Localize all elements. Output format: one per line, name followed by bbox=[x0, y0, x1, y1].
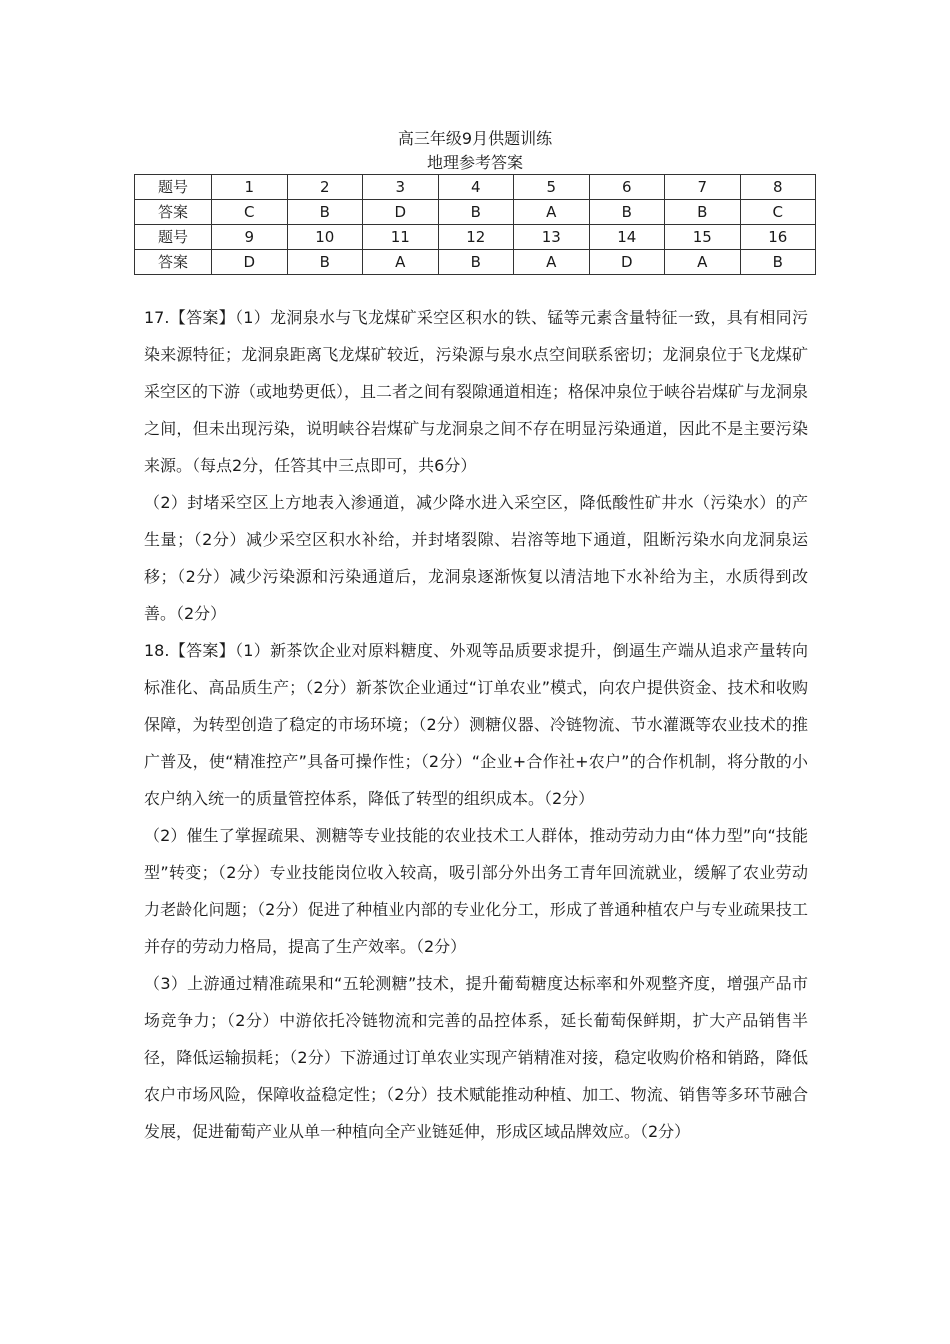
table-cell: 2 bbox=[287, 175, 363, 200]
table-cell: C bbox=[740, 200, 816, 225]
table-cell: A bbox=[665, 250, 741, 275]
table-cell: 8 bbox=[740, 175, 816, 200]
table-cell: 14 bbox=[589, 225, 665, 250]
table-cell: 1 bbox=[212, 175, 288, 200]
table-row bbox=[135, 175, 816, 200]
table-cell: 5 bbox=[514, 175, 590, 200]
answer-body bbox=[144, 299, 808, 1150]
table-cell: D bbox=[363, 200, 439, 225]
q17-part1: 17.【答案】（1）龙洞泉水与飞龙煤矿采空区积水的铁、锰等元素含量特征一致，具有相同污染来源特征；龙洞泉距离飞龙煤矿较近，污染源与泉水点空间联系密切；龙洞泉位于飞龙煤矿采空区的下游（或地势更低），且二者之间有裂隙通道相连；格保冲泉位于峡谷岩煤矿与龙洞泉之间，但未出现污染，说明峡谷岩煤矿与龙洞泉之间不存在明显污染通道，因此不是主要污染来源。（每点2分，任答其中三点即可，共6分） bbox=[144, 308, 809, 475]
q17-part2: （2）封堵采空区上方地表入渗通道，减少降水进入采空区，降低酸性矿井水（污染水）的产生量；（2分）减少采空区积水补给，并封堵裂隙、岩溶等地下通道，阻断污染水向龙洞泉运移；（2分）减少污染源和污染通道后，龙洞泉逐渐恢复以清洁地下水补给为主，水质得到改善。（2分） bbox=[144, 493, 808, 623]
table-cell: B bbox=[665, 200, 741, 225]
table-row bbox=[135, 225, 816, 250]
table-cell: C bbox=[212, 200, 288, 225]
table-cell: 12 bbox=[438, 225, 514, 250]
table-row bbox=[135, 250, 816, 275]
table-cell: 13 bbox=[514, 225, 590, 250]
table-cell: B bbox=[438, 250, 514, 275]
row-label: 答案 bbox=[135, 250, 212, 275]
table-row bbox=[135, 200, 816, 225]
table-cell: 10 bbox=[287, 225, 363, 250]
table-cell: 7 bbox=[665, 175, 741, 200]
table-cell: A bbox=[514, 250, 590, 275]
q18-part1: 18.【答案】（1）新茶饮企业对原料糖度、外观等品质要求提升，倒逼生产端从追求产量转向标准化、高品质生产；（2分）新茶饮企业通过“订单农业”模式，向农户提供资金、技术和收购保障，为转型创造了稳定的市场环境；（2分）测糖仪器、冷链物流、节水灌溉等农业技术的推广普及，使“精准控产”具备可操作性；（2分）“企业+合作社+农户”的合作机制，将分散的小农户纳入统一的质量管控体系，降低了转型的组织成本。（2分） bbox=[144, 641, 808, 808]
table-cell: 9 bbox=[212, 225, 288, 250]
row-label: 题号 bbox=[135, 225, 212, 250]
table-cell: A bbox=[514, 200, 590, 225]
table-cell: D bbox=[212, 250, 288, 275]
document-subtitle: 地理参考答案 bbox=[426, 153, 523, 172]
q18-part2: （2）催生了掌握疏果、测糖等专业技能的农业技术工人群体，推动劳动力由“体力型”向“技能型”转变；（2分）专业技能岗位收入较高，吸引部分外出务工青年回流就业，缓解了农业劳动力老龄化问题；（2分）促进了种植业内部的专业化分工，形成了普通种植农户与专业疏果技工并存的劳动力格局，提高了生产效率。（2分） bbox=[144, 826, 808, 956]
table-cell: B bbox=[287, 250, 363, 275]
answer-table-body bbox=[135, 175, 816, 275]
table-cell: B bbox=[438, 200, 514, 225]
q18-part3: （3）上游通过精准疏果和“五轮测糖”技术，提升葡萄糖度达标率和外观整齐度，增强产品市场竞争力；（2分）中游依托冷链物流和完善的品控体系，延长葡萄保鲜期，扩大产品销售半径，降低运输损耗；（2分）下游通过订单农业实现产销精准对接，稳定收购价格和销路，降低农户市场风险，保障收益稳定性；（2分）技术赋能推动种植、加工、物流、销售等多环节融合发展，促进葡萄产业从单一种植向全产业链延伸，形成区域品牌效应。（2分） bbox=[144, 974, 808, 1141]
row-label: 题号 bbox=[135, 175, 212, 200]
table-cell: A bbox=[363, 250, 439, 275]
table-cell: D bbox=[589, 250, 665, 275]
table-cell: 16 bbox=[740, 225, 816, 250]
table-cell: B bbox=[740, 250, 816, 275]
row-label: 答案 bbox=[135, 200, 212, 225]
table-cell: 4 bbox=[438, 175, 514, 200]
table-cell: 3 bbox=[363, 175, 439, 200]
table-cell: 15 bbox=[665, 225, 741, 250]
table-cell: B bbox=[287, 200, 363, 225]
document-title: 高三年级9月供题训练 bbox=[397, 129, 553, 148]
answer-table bbox=[134, 174, 816, 275]
table-cell: 6 bbox=[589, 175, 665, 200]
table-cell: B bbox=[589, 200, 665, 225]
table-cell: 11 bbox=[363, 225, 439, 250]
